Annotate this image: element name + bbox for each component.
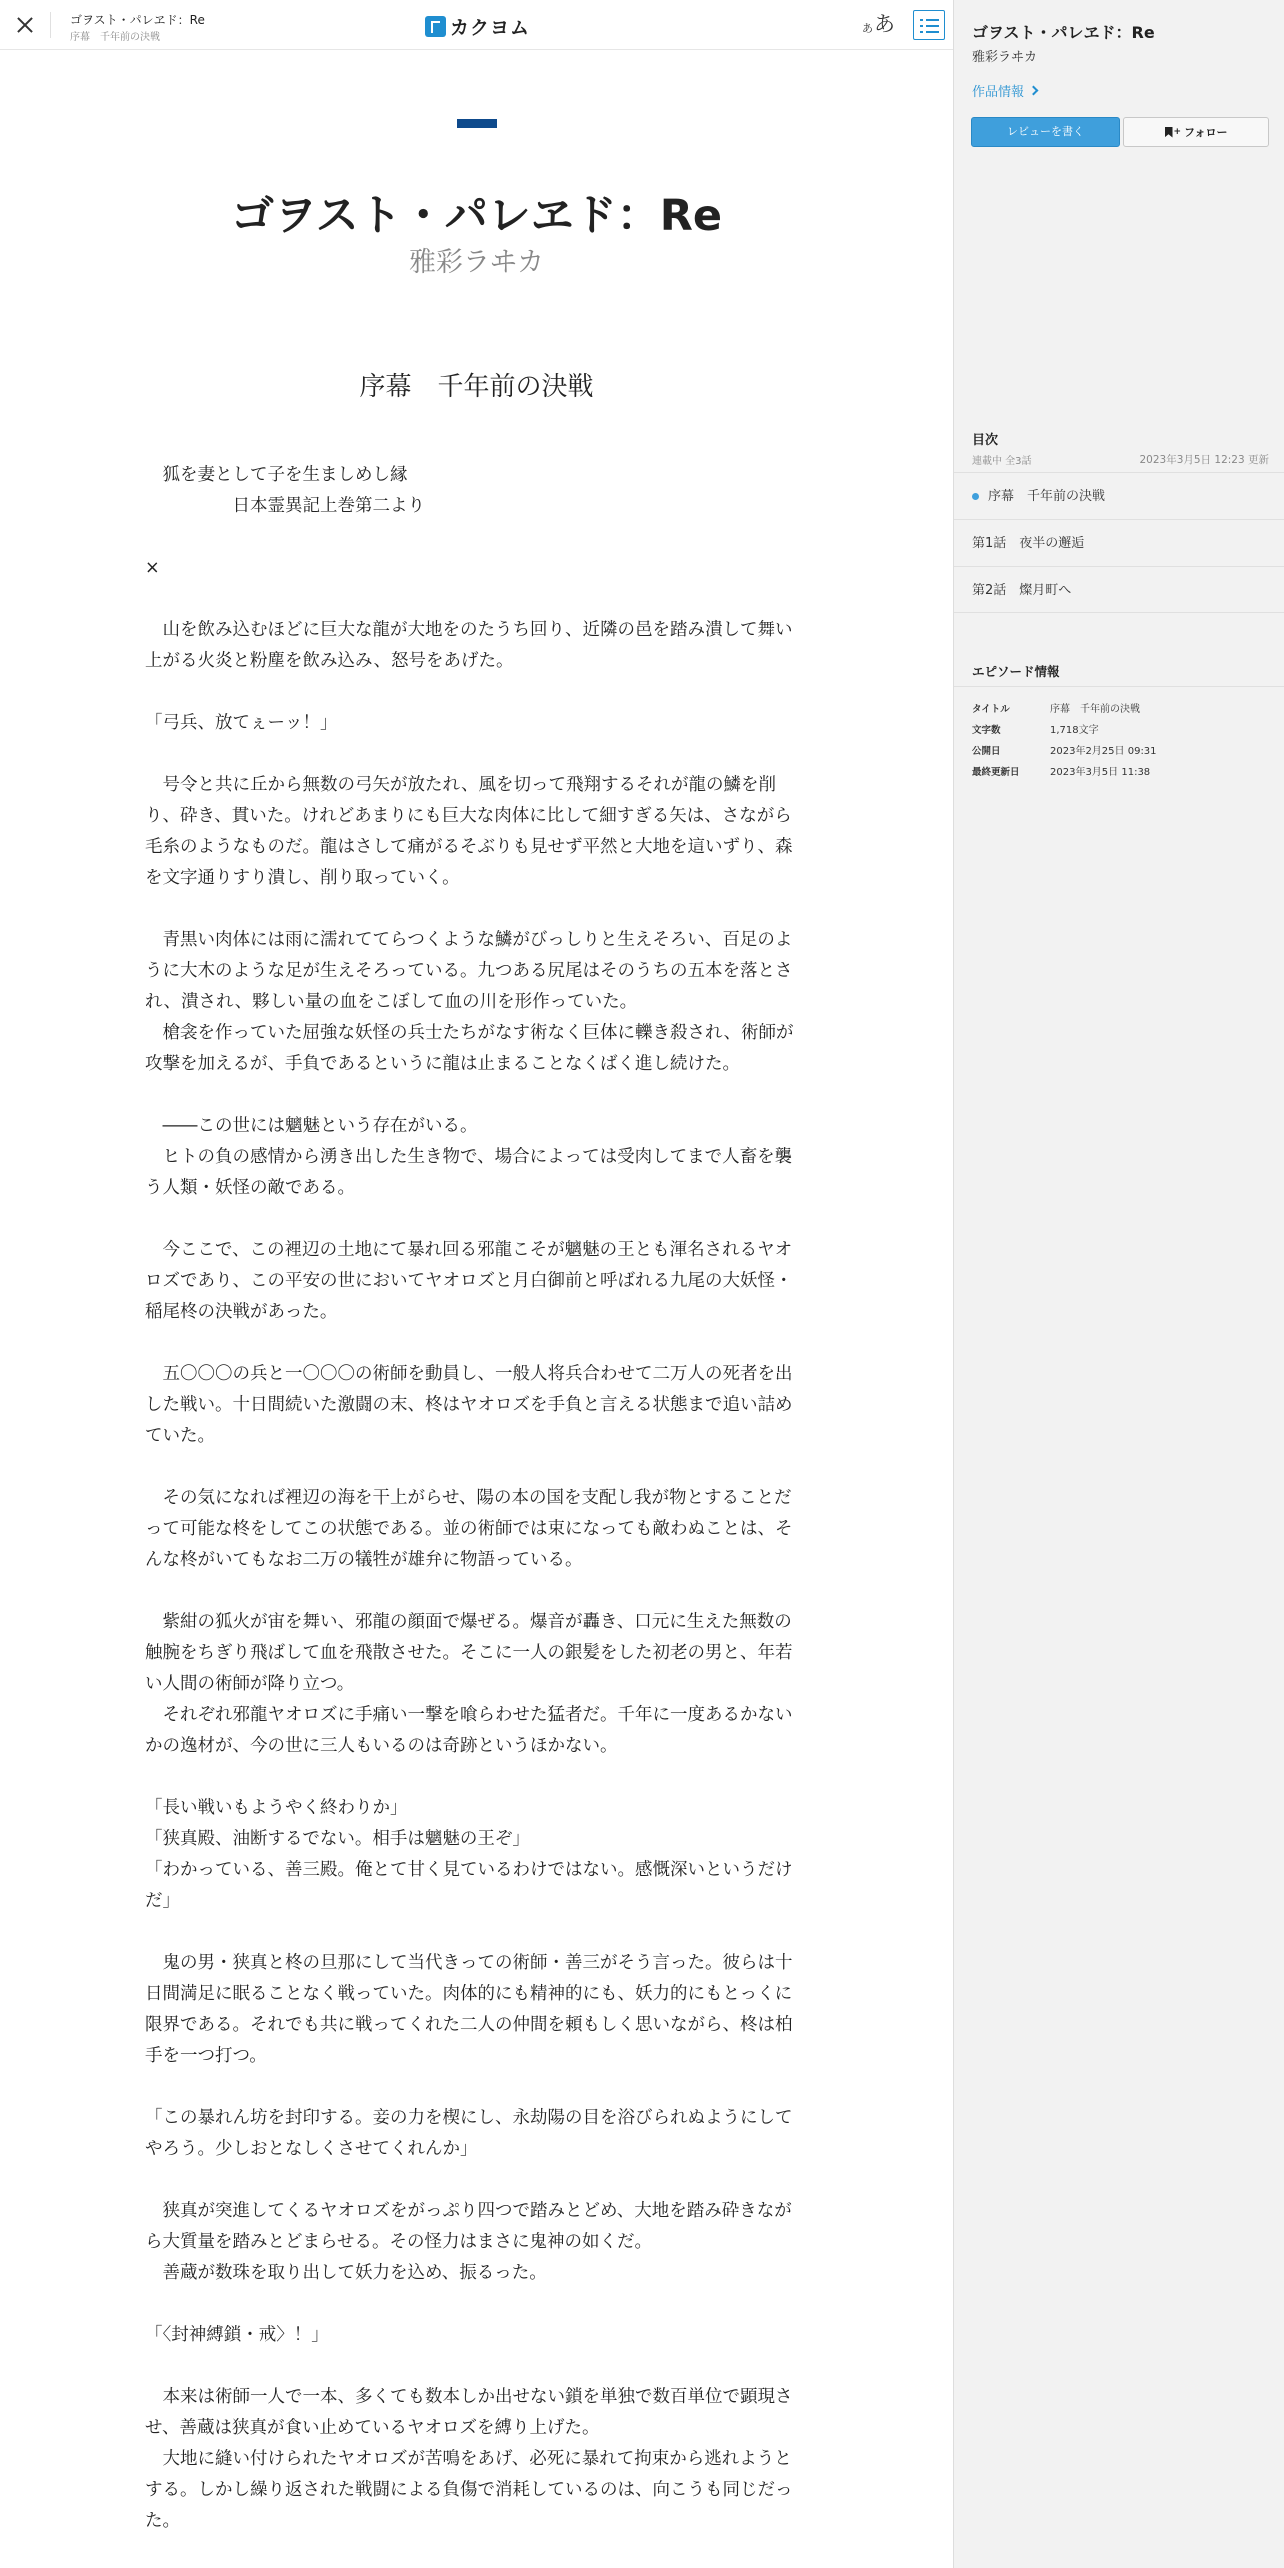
body-paragraph: 鬼の男・狭真と柊の旦那にして当代きっての術師・善三がそう言った。彼らは十日間満足に眠ることなく戦っていた。肉体的にも精神的にも、妖力的にもとっくに限界である。それでも共に戦ってくれた二人の仲間を頼もしく思いながら、柊は柏手を一つ打つ。	[145, 1953, 793, 2066]
work-info-label: 作品情報	[972, 85, 1025, 100]
episode-info-table	[972, 699, 1272, 783]
body-paragraph: 山を飲み込むほどに巨大な龍が大地をのたうち回り、近隣の邑を踏み潰して舞い上がる火炎と粉塵を飲み込み、怒号をあげた。	[145, 620, 793, 671]
current-episode-dot-icon	[972, 493, 979, 500]
body-paragraph	[145, 2072, 795, 2103]
body-paragraph: 善蔵が数珠を取り出して妖力を込め、振るった。	[145, 2263, 547, 2283]
body-paragraph: 「狭真殿、油断するでない。相手は魑魅の王ぞ」	[145, 1829, 530, 1849]
body-paragraph: 「〈封神縛鎖・戒〉！」	[145, 2325, 329, 2345]
body-paragraph: 槍衾を作っていた屈強な妖怪の兵士たちがなす術なく巨体に轢き殺され、術師が攻撃を加えるが、手負であるというに龍は止まることなくばく進し続けた。	[145, 1023, 794, 1074]
episode-info-heading: エピソード情報	[972, 664, 1060, 679]
bookmark-icon	[1165, 127, 1173, 138]
episode-item[interactable]	[954, 566, 1284, 613]
body-paragraph	[145, 1452, 795, 1483]
body-paragraph: 狭真が突進してくるヤオロズをがっぷり四つで踏みとどめ、大地を踏み砕きながら大質量を踏みとどまらせる。その怪力はまさに鬼神の如くだ。	[145, 2201, 792, 2252]
write-review-button[interactable]: レビューを書く	[971, 117, 1120, 147]
episode-item-current[interactable]	[954, 472, 1284, 519]
chevron-right-icon	[1029, 86, 1039, 96]
body-paragraph	[145, 739, 795, 770]
body-paragraph	[145, 522, 795, 553]
body-paragraph	[145, 894, 795, 925]
body-paragraph: 大地に縫い付けられたヤオロズが苦鳴をあげ、必死に暴れて拘束から逃れようとする。しかし繰り返された戦闘による負傷で消耗しているのは、向こうも同じだった。	[145, 2449, 793, 2531]
font-size-button[interactable]	[862, 12, 895, 36]
work-title: ゴヲスト・パレヱド：Re	[231, 191, 722, 241]
body-paragraph: その気になれば裡辺の海を干上がらせ、陽の本の国を支配し我が物とすることだって可能な柊をしてこの状態である。並の術師では束になっても敵わぬことは、そんな柊がいてもなお二万の犠牲が雄弁に物語っている。	[145, 1488, 793, 1570]
body-paragraph	[145, 677, 795, 708]
header-divider	[50, 12, 51, 38]
episode-item-label: 序幕 千年前の決戦	[988, 489, 1106, 504]
info-key: タイトル	[972, 704, 1010, 715]
body-paragraph: 五〇〇〇の兵と一〇〇〇の術師を動員し、一般人将兵合わせて二万人の死者を出した戦い。十日間続いた激闘の末、柊はヤオロズを手負と言える状態まで追い詰めていた。	[145, 1364, 793, 1446]
plus-icon: +	[1173, 127, 1182, 137]
episode-info-row	[972, 699, 1272, 720]
body-paragraph	[145, 1204, 795, 1235]
logo-text: カクヨム	[450, 17, 531, 39]
last-updated: 2023年3月5日 12:23 更新	[1139, 454, 1269, 466]
sidebar-author[interactable]: 雅彩ラヰカ	[972, 50, 1038, 65]
serial-status: 連載中 全3話	[972, 456, 1032, 467]
body-paragraph: 今ここで、この裡辺の土地にて暴れ回る邪龍こそが魑魅の王とも渾名されるヤオロズであり、この平安の世においてヤオロズと月白御前と呼ばれる九尾の大妖怪・稲尾柊の決戦があった。	[145, 1240, 793, 1322]
info-key: 最終更新日	[972, 767, 1020, 778]
font-size-small-glyph: あ	[862, 22, 873, 35]
body-paragraph	[145, 584, 795, 615]
body-paragraph	[145, 2351, 795, 2382]
body-paragraph	[145, 2165, 795, 2196]
episode-body	[145, 460, 795, 2537]
sidebar	[953, 0, 1284, 2568]
body-paragraph: 「長い戦いもようやく終わりか」	[145, 1798, 408, 1818]
episode-title: 序幕 千年前の決戦	[359, 372, 594, 402]
body-paragraph	[145, 1328, 795, 1359]
title-accent-bar	[457, 119, 497, 128]
episode-item-label: 第1話 夜半の邂逅	[972, 536, 1085, 551]
body-paragraph	[145, 1917, 795, 1948]
body-paragraph: 狐を妻として子を生ましめし縁	[145, 465, 408, 485]
body-paragraph: ――この世には魑魅という存在がいる。	[145, 1116, 478, 1136]
episode-item-label: 第2話 燦月町へ	[972, 583, 1072, 598]
body-paragraph: 日本霊異記上巻第二より	[145, 496, 425, 516]
episode-list	[954, 472, 1284, 613]
follow-label: フォロー	[1184, 126, 1228, 139]
body-paragraph: 「弓兵、放てぇーッ！」	[145, 713, 338, 733]
toc-heading: 目次	[972, 433, 999, 448]
info-value: 1,718文字	[1050, 725, 1099, 736]
logo-mark-icon	[425, 16, 446, 37]
sidebar-work-title[interactable]: ゴヲスト・パレヱド：Re	[972, 23, 1155, 42]
follow-button[interactable]	[1123, 117, 1269, 147]
body-paragraph	[145, 2289, 795, 2320]
body-paragraph: 本来は術師一人で一本、多くても数本しか出せない鎖を単独で数百単位で顕現させ、善蔵は狭真が食い止めているヤオロズを縛り上げた。	[145, 2387, 793, 2438]
episode-info-row	[972, 720, 1272, 741]
header-episode-title: 序幕 千年前の決戦	[70, 32, 160, 43]
info-value: 序幕 千年前の決戦	[1050, 704, 1140, 715]
episode-info-row	[972, 762, 1272, 783]
divider	[954, 686, 1284, 687]
body-paragraph: 「わかっている、善三殿。俺とて甘く見ているわけではない。感慨深いというだけだ」	[145, 1860, 793, 1911]
work-info-link[interactable]	[972, 81, 1037, 100]
body-paragraph: 青黒い肉体には雨に濡れててらつくような鱗がびっしりと生えそろい、百足のように大木のような足が生えそろっている。九つある尻尾はそのうちの五本を落とされ、潰され、夥しい量の血をこぼして血の川を形作っていた。	[145, 930, 793, 1012]
table-of-contents-button[interactable]	[913, 10, 945, 40]
kakuyomu-logo[interactable]	[425, 13, 530, 40]
info-value: 2023年2月25日 09:31	[1050, 746, 1157, 757]
reader-header	[0, 0, 953, 50]
episode-item[interactable]	[954, 519, 1284, 566]
body-paragraph: ×	[145, 558, 160, 578]
header-work-title[interactable]: ゴヲスト・パレヱド：Re	[70, 13, 205, 27]
info-value: 2023年3月5日 11:38	[1050, 767, 1151, 778]
info-key: 文字数	[972, 725, 1001, 736]
body-paragraph	[145, 1576, 795, 1607]
close-icon[interactable]	[12, 12, 38, 38]
body-paragraph: 「この暴れん坊を封印する。妾の力を楔にし、永劫陽の目を浴びられぬようにしてやろう。少しおとなしくさせてくれんか」	[145, 2108, 793, 2159]
body-paragraph	[145, 1080, 795, 1111]
body-paragraph: それぞれ邪龍ヤオロズに手痛い一撃を喰らわせた猛者だ。千年に一度あるかないかの逸材が、今の世に三人もいるのは奇跡というほかない。	[145, 1705, 793, 1756]
body-paragraph: 紫紺の狐火が宙を舞い、邪龍の顔面で爆ぜる。爆音が轟き、口元に生えた無数の触腕をちぎり飛ばして血を飛散させた。そこに一人の銀髪をした初老の男と、年若い人間の術師が降り立つ。	[145, 1612, 793, 1694]
episode-info-row	[972, 741, 1272, 762]
author-name[interactable]: 雅彩ラヰカ	[409, 247, 544, 278]
font-size-big-glyph: あ	[874, 12, 895, 36]
body-paragraph	[145, 1762, 795, 1793]
info-key: 公開日	[972, 746, 1001, 757]
body-paragraph: 号令と共に丘から無数の弓矢が放たれ、風を切って飛翔するそれが龍の鱗を削り、砕き、貫いた。けれどあまりにも巨大な肉体に比して細すぎる矢は、さながら毛糸のようなものだ。龍はさして痛がるそぶりも見せず平然と大地を這いずり、森を文字通りすり潰し、削り取っていく。	[145, 775, 793, 888]
body-paragraph: ヒトの負の感情から湧き出した生き物で、場合によっては受肉してまで人畜を襲う人類・妖怪の敵である。	[145, 1147, 793, 1198]
